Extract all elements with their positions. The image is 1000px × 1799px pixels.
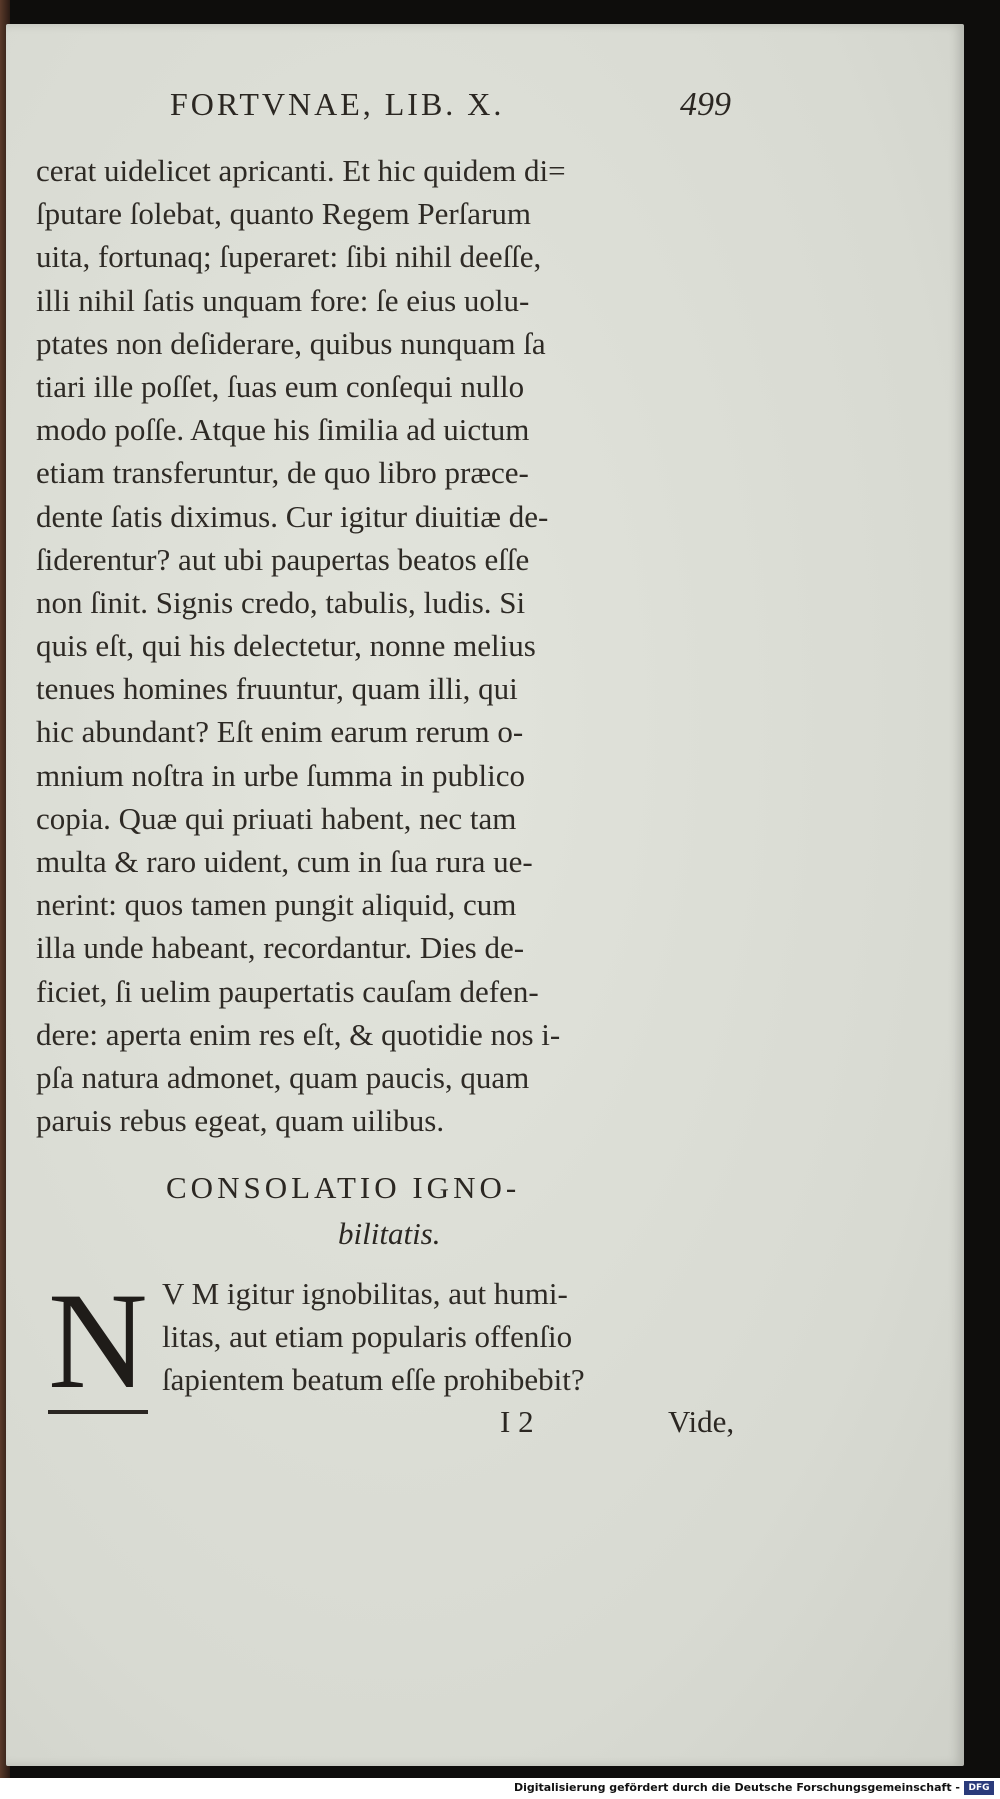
text-line: modo poſſe. Atque his ſimilia ad uictum	[36, 412, 530, 448]
text-line: etiam transferuntur, de quo libro præce-	[36, 455, 529, 491]
text-line: ſiderentur? aut ubi paupertas beatos eſſe	[36, 541, 530, 577]
text-line: cerat uidelicet apricanti. Et hic quidem di=	[36, 153, 566, 188]
text-line: multa & raro uident, cum in ſua rura ue-	[36, 844, 533, 879]
page-footer-catch-line	[6, 1404, 964, 1450]
book-page	[6, 24, 964, 1766]
catchword: Vide,	[668, 1404, 735, 1439]
funding-credit: Digitalisierung gefördert durch die Deutsche Forschungsgemeinschaft -	[513, 1781, 960, 1794]
text-line: non ſinit. Signis credo, tabulis, ludis. Si	[36, 584, 526, 620]
page-header	[6, 82, 964, 132]
section-heading: CONSOLATIO IGNO-	[166, 1170, 521, 1205]
text-line: quis eſt, qui his delectetur, nonne melius	[36, 628, 536, 664]
text-line: tiari ille poſſet, ſuas eum conſequi nullo	[36, 368, 525, 404]
text-line: copia. Quæ qui priuati habent, nec tam	[36, 800, 517, 836]
text-line: mnium noſtra in urbe ſumma in publico	[36, 757, 526, 793]
text-line: hic abundant? Eſt enim earum rerum o-	[36, 714, 524, 750]
section-paragraph	[162, 1272, 782, 1402]
text-line: dere: aperta enim res eſt, & quotidie nos i-	[36, 1016, 561, 1052]
drop-cap-initial: N	[48, 1264, 148, 1417]
text-line: nerint: quos tamen pungit aliquid, cum	[36, 887, 517, 923]
page-number: 499	[680, 86, 731, 123]
text-line: V M igitur ignobilitas, aut humi-	[162, 1276, 568, 1311]
text-line: illi nihil ſatis unquam fore: ſe eius uolu-	[36, 282, 530, 318]
text-line: uita, fortunaq; ſuperaret: ſibi nihil deeſſe,	[36, 239, 542, 275]
section-subheading: bilitatis.	[338, 1216, 441, 1251]
signature-mark: I 2	[500, 1404, 534, 1439]
text-line: ſputare ſolebat, quanto Regem Perſarum	[36, 196, 531, 232]
text-line: tenues homines fruuntur, quam illi, qui	[36, 671, 518, 707]
dfg-logo: DFG	[964, 1781, 994, 1795]
text-line: ficiet, ſi uelim paupertatis cauſam defen-	[36, 973, 539, 1009]
digitization-footer	[0, 1778, 1000, 1799]
text-line: illa unde habeant, recordantur. Dies de-	[36, 930, 525, 966]
text-line: paruis rebus egeat, quam uilibus.	[36, 1103, 445, 1139]
text-line: litas, aut etiam popularis offenſio	[162, 1319, 573, 1355]
running-title: FORTVNAE, LIB. X.	[170, 86, 505, 122]
main-text-block	[36, 149, 766, 1142]
text-line: dente ſatis diximus. Cur igitur diuitiæ de-	[36, 498, 549, 534]
text-line: pſa natura admonet, quam paucis, quam	[36, 1059, 530, 1095]
text-line: ſapientem beatum eſſe prohibebit?	[162, 1362, 585, 1398]
text-line: ptates non deſiderare, quibus nunquam ſa	[36, 325, 546, 361]
